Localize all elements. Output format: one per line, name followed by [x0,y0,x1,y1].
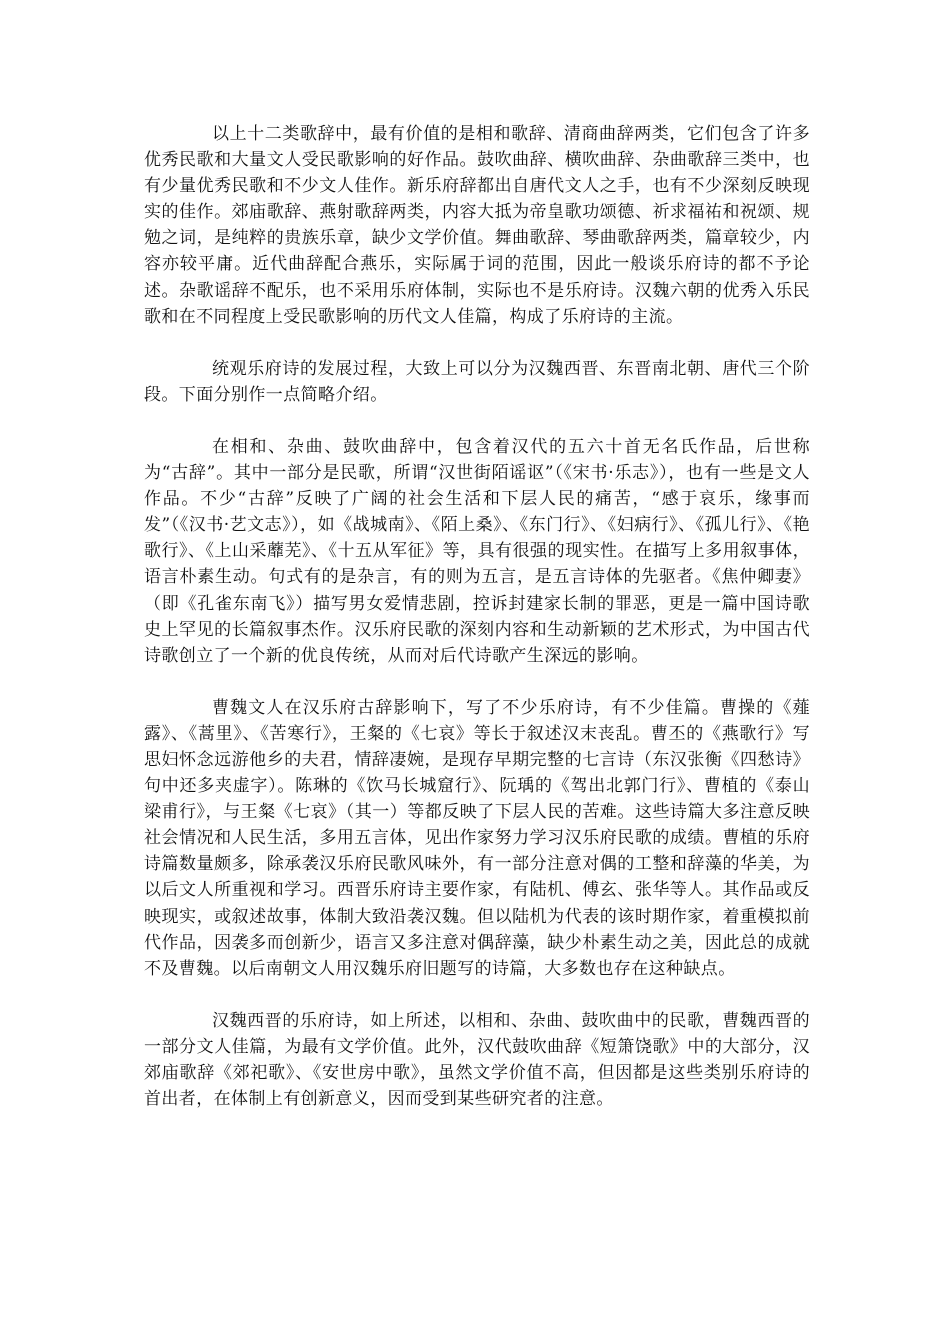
paragraph-2: 统观乐府诗的发展过程，大致上可以分为汉魏西晋、东晋南北朝、唐代三个阶段。下面分别作一点简略介绍。 [144,358,810,405]
paragraph-5: 汉魏西晋的乐府诗，如上所述，以相和、杂曲、鼓吹曲中的民歌，曹魏西晋的一部分文人佳篇，为最有文学价值。此外，汉代鼓吹曲辞《短箫饶歌》中的大部分，汉郊庙歌辞《郊祀歌》、《安世房中歌》，虽然文学价值不高，但因都是这些类别乐府诗的首出者，在体制上有创新意义，因而受到某些研究者的注意。 [144,1010,810,1110]
document-body [144,121,810,1138]
paragraph-3: 在相和、杂曲、鼓吹曲辞中，包含着汉代的五六十首无名氏作品，后世称为“古辞”。其中一部分是民歌，所谓“汉世街陌谣讴”（《宋书·乐志》），也有一些是文人作品。不少“古辞”反映了广阔的社会生活和下层人民的痛苦，“感于哀乐，缘事而发”（《汉书·艺文志》），如《战城南》、《陌上桑》、《东门行》、《妇病行》、《孤儿行》、《艳歌行》、《上山采蘼芜》、《十五从军征》等，具有很强的现实性。在描写上多用叙事体，语言朴素生动。句式有的是杂言，有的则为五言，是五言诗体的先驱者。《焦仲卿妻》（即《孔雀东南飞》）描写男女爱情悲剧，控诉封建家长制的罪恶，更是一篇中国诗歌史上罕见的长篇叙事杰作。汉乐府民歌的深刻内容和生动新颖的艺术形式，为中国古代诗歌创立了一个新的优良传统，从而对后代诗歌产生深远的影响。 [144,436,810,666]
paragraph-4: 曹魏文人在汉乐府古辞影响下，写了不少乐府诗，有不少佳篇。曹操的《薤露》、《蒿里》、《苦寒行》，王粲的《七哀》等长于叙述汉末丧乱。曹丕的《燕歌行》写思妇怀念远游他乡的夫君，情辞凄婉，是现存早期完整的七言诗（东汉张衡《四愁诗》句中还多夹虚字）。陈琳的《饮马长城窟行》、阮瑀的《驾出北郭门行》、曹植的《泰山梁甫行》，与王粲《七哀》（其一）等都反映了下层人民的苦难。这些诗篇大多注意反映社会情况和人民生活，多用五言体，见出作家努力学习汉乐府民歌的成绩。曹植的乐府诗篇数量颇多，除承袭汉乐府民歌风味外，有一部分注意对偶的工整和辞藻的华美，为以后文人所重视和学习。西晋乐府诗主要作家，有陆机、傅玄、张华等人。其作品或反映现实，或叙述故事，体制大致沿袭汉魏。但以陆机为代表的该时期作家，着重模拟前代作品，因袭多而创新少，语言又多注意对偶辞藻，缺少朴素生动之美，因此总的成就不及曹魏。以后南朝文人用汉魏乐府旧题写的诗篇，大多数也存在这种缺点。 [144,697,810,979]
paragraph-1: 以上十二类歌辞中，最有价值的是相和歌辞、清商曲辞两类，它们包含了许多优秀民歌和大量文人受民歌影响的好作品。鼓吹曲辞、横吹曲辞、杂曲歌辞三类中，也有少量优秀民歌和不少文人佳作。新乐府辞都出自唐代文人之手，也有不少深刻反映现实的佳作。郊庙歌辞、燕射歌辞两类，内容大抵为帝皇歌功颂德、祈求福祐和祝颂、规勉之词，是纯粹的贵族乐章，缺少文学价值。舞曲歌辞、琴曲歌辞两类，篇章较少，内容亦较平庸。近代曲辞配合燕乐，实际属于词的范围，因此一般谈乐府诗的都不予论述。杂歌谣辞不配乐，也不采用乐府体制，实际也不是乐府诗。汉魏六朝的优秀入乐民歌和在不同程度上受民歌影响的历代文人佳篇，构成了乐府诗的主流。 [144,124,810,327]
